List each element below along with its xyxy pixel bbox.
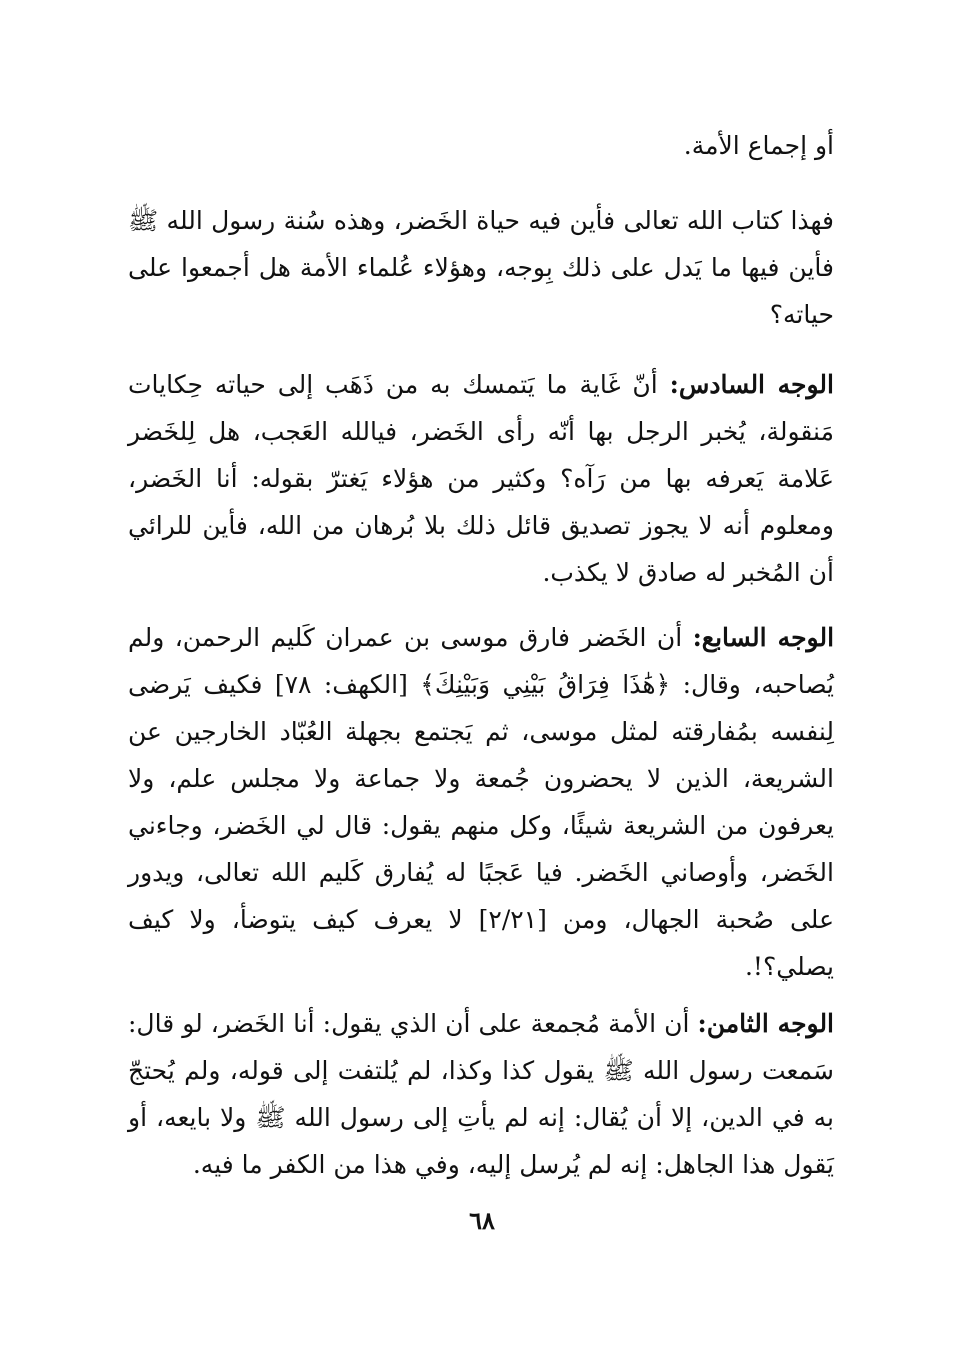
paragraph-ijma [128,122,834,169]
paragraph-heading-sixth: الوجه السادس: [669,370,834,399]
paragraph-heading-eighth: الوجه الثامن: [697,1009,835,1038]
paragraph-text: أو إجماع الأمة. [683,131,834,160]
paragraph-seventh-aspect [128,614,834,990]
page-number: ٦٨ [469,1206,495,1235]
paragraph-sixth-aspect [128,361,834,596]
paragraph-text: أنّ غَاية ما يَتمسك به من ذَهَب إلى حياته حِكايات مَنقولة، يُخبر الرجل بها أنّه رأى الخَضر، فيالله العَجب، هل لِلخَضر عَلامة يَعرفه بها من رَآه؟ وكثير من هؤلاء يَغترّ بقوله: أنا الخَضر، ومعلوم أنه لا يجوز تصديق قائل ذلك بلا بُرهان من الله، فأين للرائي أن المُخبر له صادق لا يكذب. [128,370,834,587]
paragraph-text: أن الخَضر فارق موسى بن عمران كَليم الرحمن، ولم يُصاحبه، وقال: ﴿هَٰذَا فِرَاقُ بَيْنِي وَبَيْنِكَ﴾ [الكهف: ٧٨] فكيف يَرضى لِنفسه بمُفارقته لمثل موسى، ثم يَجتمع بجهلة العُبّاد الخارجين عن الشريعة، الذين لا يحضرون جُمعة ولا جماعة ولا مجلس علم، ولا يعرفون من الشريعة شيئًا، وكل منهم يقول: قال لي الخَضر، وجاءني الخَضر، وأوصاني الخَضر. فيا عَجبًا له يُفارق كَليم الله تعالى، ويدور على صُحبة الجهال، ومن [٢/٢١] لا يعرف كيف يتوضأ، ولا كيف يصلي؟!. [128,623,834,981]
paragraph-eighth-aspect [128,1000,834,1188]
paragraph-heading-seventh: الوجه السابع: [692,623,835,652]
paragraph-book-and-sunnah [128,197,834,338]
paragraph-text: فهذا كتاب الله تعالى فأين فيه حياة الخَضر، وهذه سُنة رسول الله ﷺ فأين فيها ما يَدل على ذلك بِوجه، وهؤلاء عُلماء الأمة هل أجمعوا على حياته؟ [128,206,834,329]
paragraph-text: أن الأمة مُجمعة على أن الذي يقول: أنا الخَضر، لو قال: سَمعت رسول الله ﷺ يقول كذا وكذا، لم يُلتفت إلى قوله، ولم يُحتجّ به في الدين، إلا أن يُقال: إنه لم يأتِ إلى رسول الله ﷺ ولا بايعه، أو يَقول هذا الجاهل: إنه لم يُرسل إليه، وفي هذا من الكفر ما فيه. [128,1009,834,1179]
